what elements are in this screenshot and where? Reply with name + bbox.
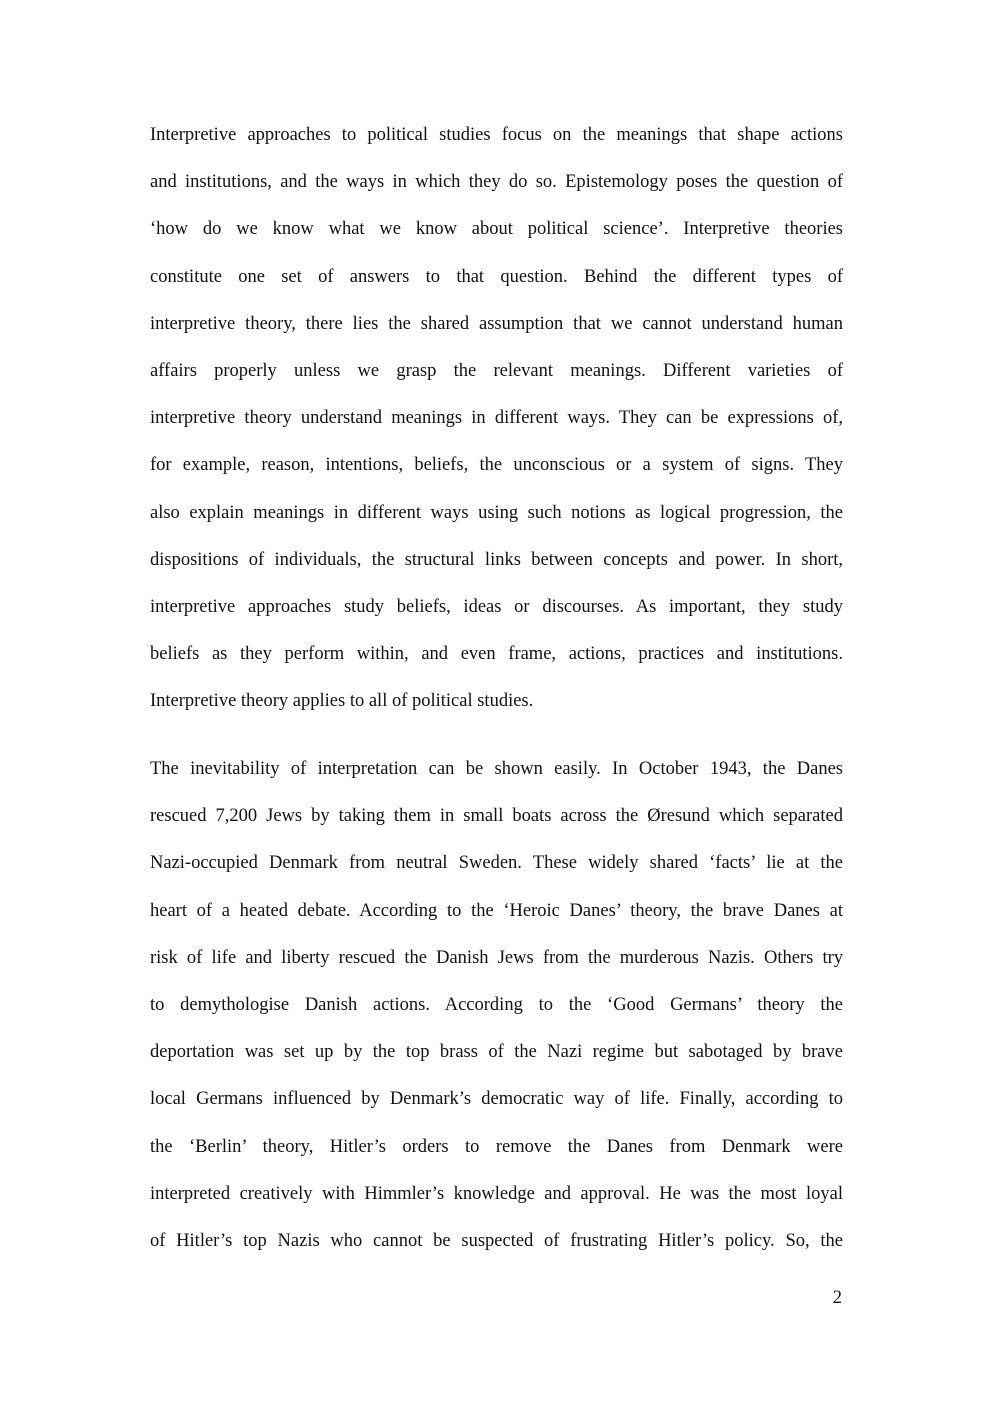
text-line: constitute one set of answers to that question. Behind the different types of — [150, 266, 843, 287]
text-line: Interpretive approaches to political studies focus on the meanings that shape actions — [150, 125, 843, 145]
text-line: for example, reason, intentions, beliefs, the unconscious or a system of signs. They — [150, 455, 843, 476]
text-line: rescued 7,200 Jews by taking them in small boats across the Øresund which separated — [150, 806, 843, 827]
text-line: of Hitler’s top Nazis who cannot be suspected of frustrating Hitler’s policy. So, the — [150, 1230, 843, 1251]
text-line: The inevitability of interpretation can be shown easily. In October 1943, the Danes — [150, 759, 843, 779]
text-line: interpretive theory understand meanings in different ways. They can be expressions of, — [150, 408, 843, 429]
text-line: dispositions of individuals, the structural links between concepts and power. In short, — [150, 549, 843, 570]
paragraph-interpretive-approaches — [150, 112, 843, 725]
page-number: 2 — [832, 1288, 842, 1308]
text-line: ‘how do we know what we know about political science’. Interpretive theories — [150, 219, 843, 240]
text-line: deportation was set up by the top brass of the Nazi regime but sabotaged by brave — [150, 1042, 843, 1063]
paragraph-inevitability-of-interpretation — [150, 746, 843, 1265]
text-line: interpreted creatively with Himmler’s knowledge and approval. He was the most loyal — [150, 1183, 843, 1204]
text-line: heart of a heated debate. According to the ‘Heroic Danes’ theory, the brave Danes at — [150, 900, 843, 921]
text-line: local Germans influenced by Denmark’s democratic way of life. Finally, according to — [150, 1089, 843, 1110]
text-line: to demythologise Danish actions. According to the ‘Good Germans’ theory the — [150, 994, 843, 1015]
text-line: risk of life and liberty rescued the Danish Jews from the murderous Nazis. Others try — [150, 947, 843, 968]
text-line: and institutions, and the ways in which they do so. Epistemology poses the question of — [150, 172, 843, 193]
text-line: interpretive theory, there lies the shared assumption that we cannot understand human — [150, 313, 843, 334]
text-line: beliefs as they perform within, and even frame, actions, practices and institutions. — [150, 644, 843, 665]
text-line: the ‘Berlin’ theory, Hitler’s orders to remove the Danes from Denmark were — [150, 1136, 843, 1157]
text-line: Interpretive theory applies to all of political studies. — [150, 691, 534, 712]
text-line: Nazi-occupied Denmark from neutral Sweden. These widely shared ‘facts’ lie at the — [150, 853, 843, 874]
text-line: interpretive approaches study beliefs, ideas or discourses. As important, they study — [150, 596, 843, 617]
text-line: affairs properly unless we grasp the relevant meanings. Different varieties of — [150, 360, 843, 381]
text-line: also explain meanings in different ways using such notions as logical progression, the — [150, 502, 843, 523]
